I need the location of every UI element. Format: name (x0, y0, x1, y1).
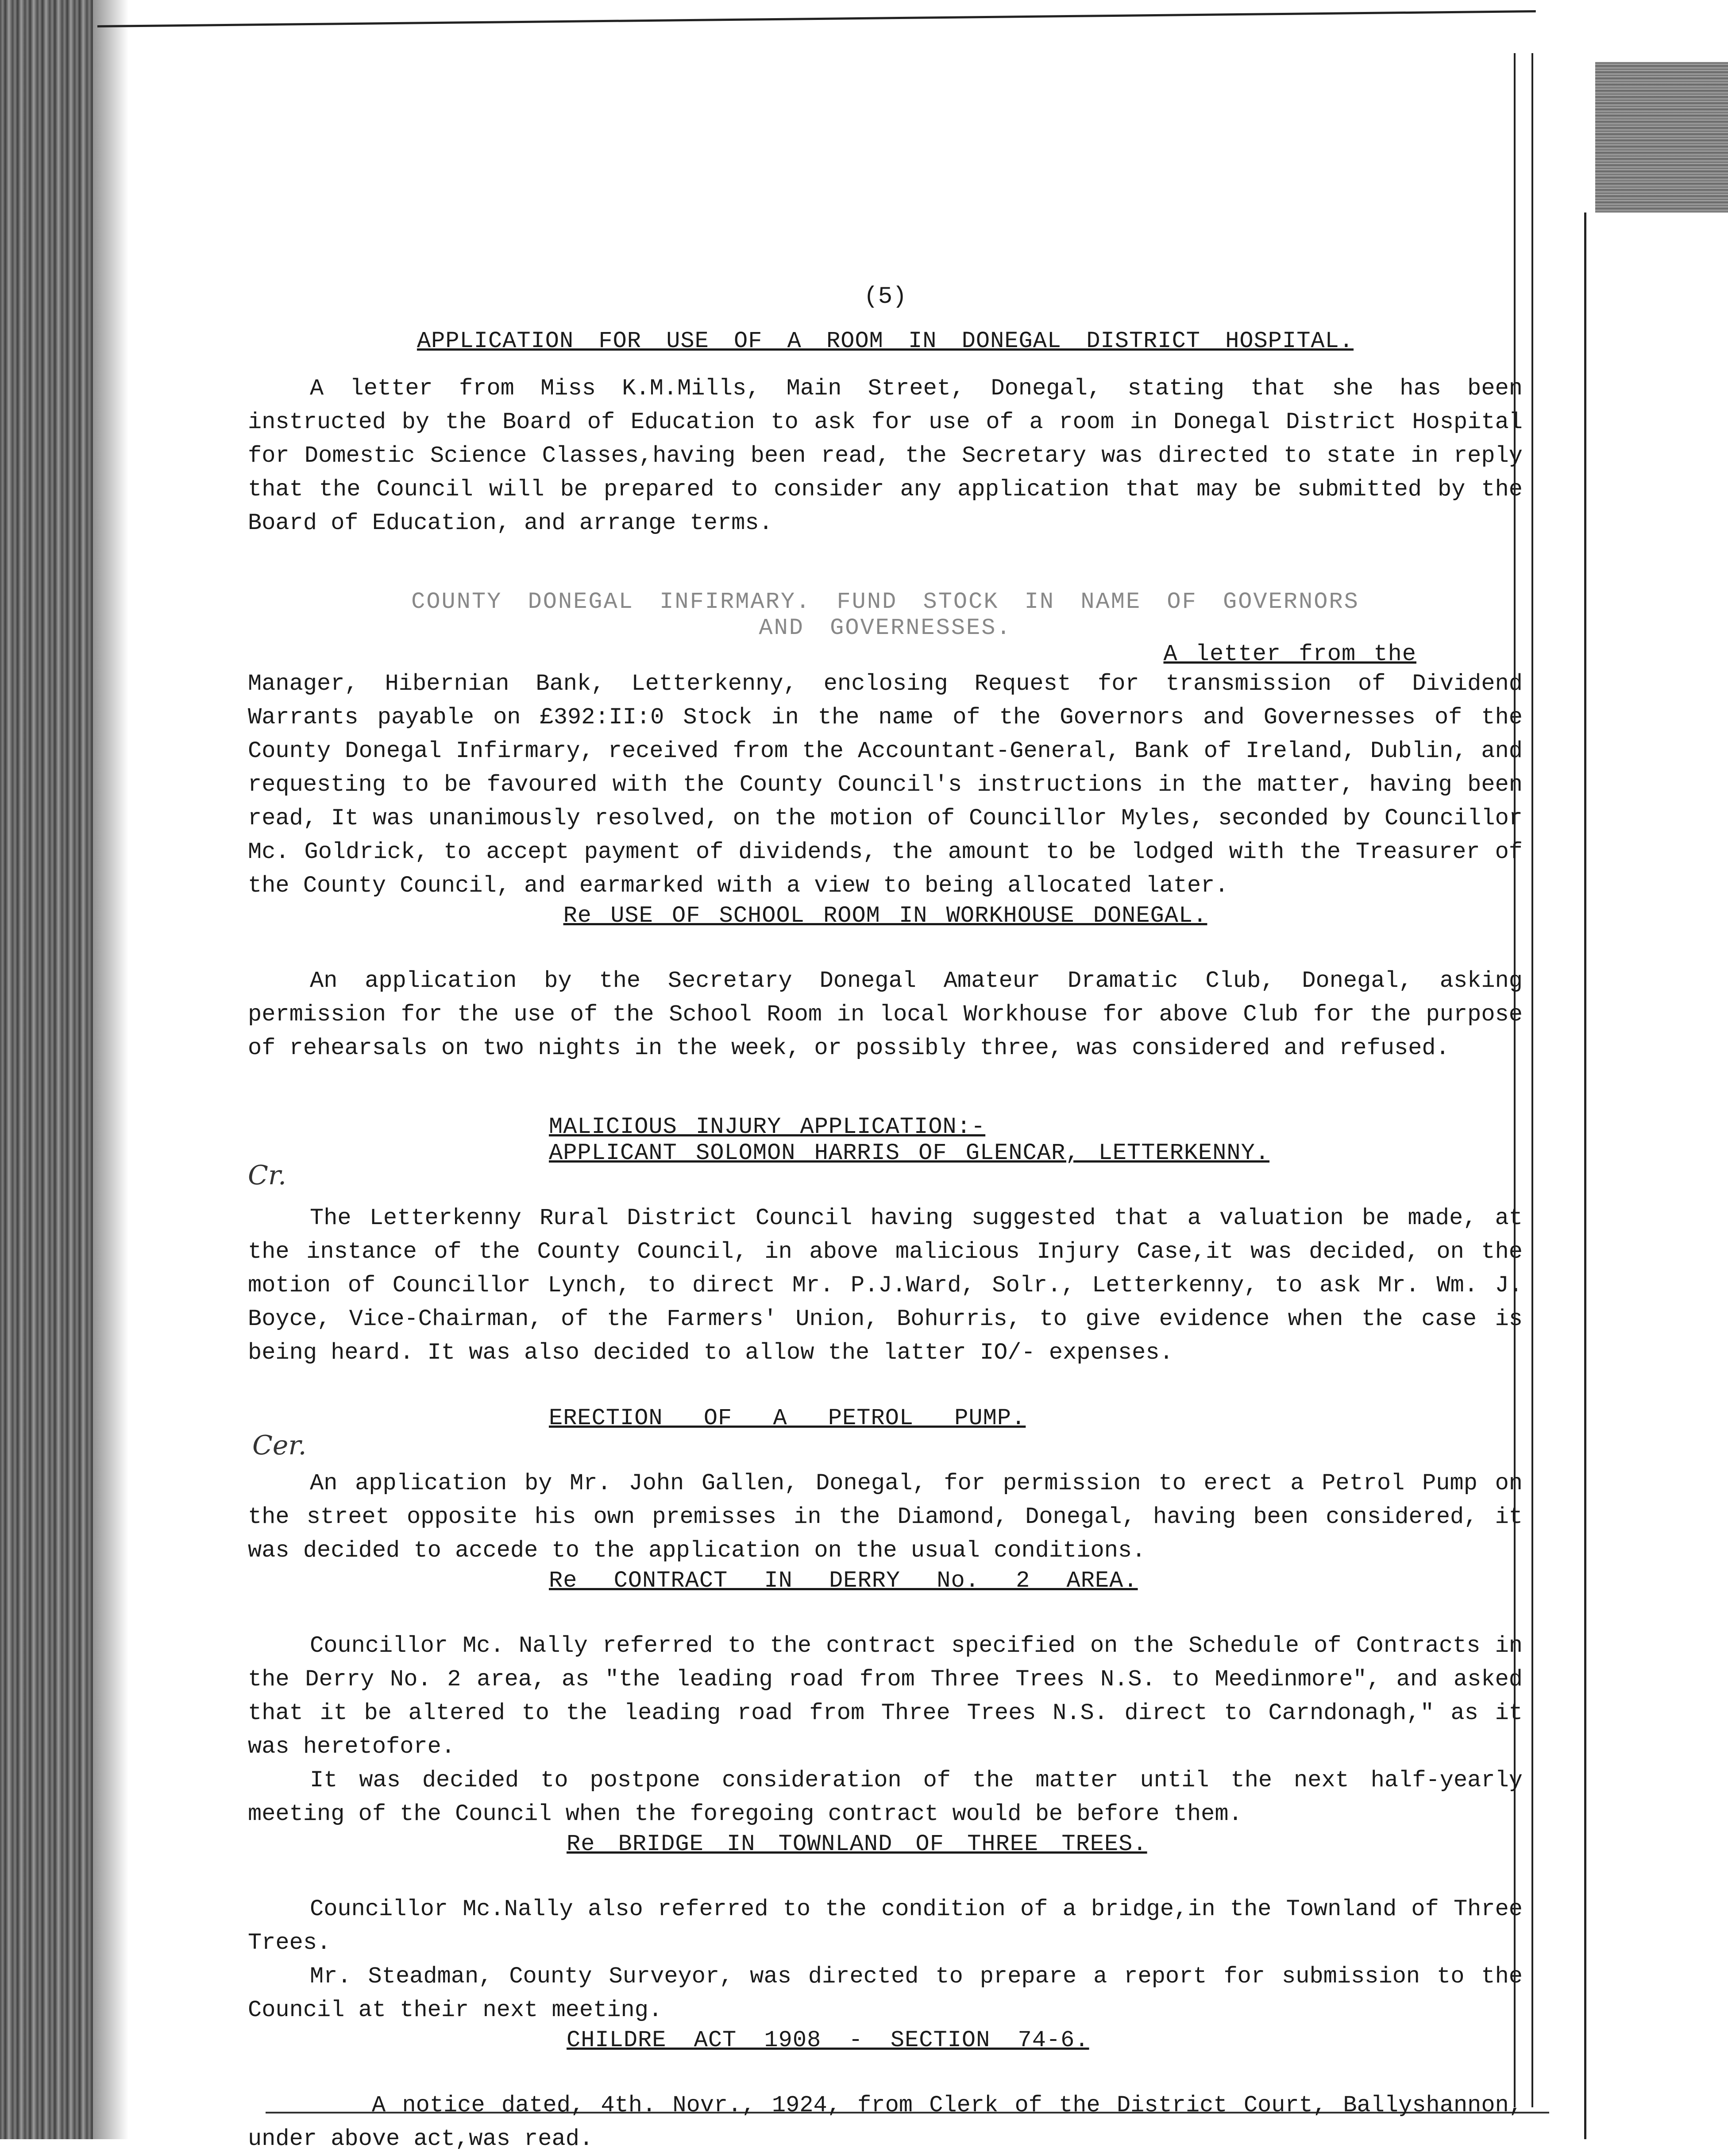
section-body-bridge-1: Councillor Mc.Nally also referred to the condition of a bridge,in the Townland of Three Trees. (248, 1896, 1523, 1956)
section-body-contract-1: Councillor Mc. Nally referred to the contract specified on the Schedule of Contracts in the Derry No. 2 area, as "the leading road from Three Trees N.S. to Meedinmore", and asked that it be altered to the leading road from Three Trees N.S. direct to Carndonagh," as it was heretofore. (248, 1633, 1523, 1760)
section-heading-petrol: ERECTION OF A PETROL PUMP. (549, 1405, 1026, 1431)
section-heading-malicious-line1: MALICIOUS INJURY APPLICATION:- (549, 1114, 986, 1140)
section-heading-room: APPLICATION FOR USE OF A ROOM IN DONEGAL DISTRICT HOSPITAL. (417, 328, 1354, 354)
section-heading-children: CHILDRE ACT 1908 - SECTION 74-6. (567, 2027, 1089, 2053)
section-body-petrol: An application by Mr. John Gallen, Donegal, for permission to erect a Petrol Pump on the street opposite his own premisses in the Diamond, Donegal, having been considered, it was decided to accede to the application on the usual conditions. (248, 1470, 1523, 1564)
page-stack-edge (1531, 53, 1538, 2107)
section-heading-school-room: Re USE OF SCHOOL ROOM IN WORKHOUSE DONEGAL. (563, 903, 1207, 929)
margin-annotation: Cer. (252, 1430, 307, 1461)
section-heading-bridge: Re BRIDGE IN TOWNLAND OF THREE TREES. (567, 1831, 1147, 1857)
document-page (248, 283, 1523, 2156)
right-margin-shadow (1595, 62, 1728, 213)
page-stack-top (97, 10, 1536, 41)
section-body-bridge-2: Mr. Steadman, County Surveyor, was directed to prepare a report for submission to the Council at their next meeting. (248, 1963, 1523, 2023)
margin-annotation: Cr. (248, 1160, 287, 1191)
section-heading-contract: Re CONTRACT IN DERRY No. 2 AREA. (549, 1568, 1138, 1594)
section-body-room: A letter from Miss K.M.Mills, Main Street, Donegal, stating that she has been instructed by the Board of Education to ask for use of a room in Donegal District Hospital for Domestic Science Classes,having been read, the Secretary was directed to state in reply that the Council will be prepared to consider any application that may be submitted by the Board of Education, and arrange terms. (248, 375, 1523, 536)
section-body-infirmary: Manager, Hibernian Bank, Letterkenny, enclosing Request for transmission of Dividend Warrants payable on £392:II:0 Stock in the name of the Governors and Governesses of the County Donegal Infirmary, received from the Accountant-General, Bank of Ireland, Dublin, and requesting to be favoured with the County Council's instructions in the matter, having been read, It was unanimously resolved, on the motion of Councillor Myles, seconded by Councillor Mc. Goldrick, to accept payment of dividends, the amount to be lodged with the Treasurer of the County Council, and earmarked with a view to being allocated later. (248, 671, 1523, 899)
page-number: (5) (864, 283, 907, 310)
binding-edge (0, 0, 93, 2139)
section-heading-malicious-line2: APPLICANT SOLOMON HARRIS OF GLENCAR, LETTERKENNY. (549, 1140, 1270, 1166)
section-body-children: A notice dated, 4th. Novr., 1924, from Clerk of the District Court, Ballyshannon, under above act,was read. (248, 2092, 1523, 2152)
section-heading-infirmary-line2: AND GOVERNESSES. (759, 615, 1012, 641)
section-body-school-room: An application by the Secretary Donegal Amateur Dramatic Club, Donegal, asking permission for the use of the School Room in local Workhouse for above Club for the purpose of rehearsals on two nights in the week, or possibly three, was considered and refused. (248, 968, 1523, 1061)
section-body-malicious: The Letterkenny Rural District Council having suggested that a valuation be made, at the instance of the County Council, in above malicious Injury Case,it was decided, on the motion of Councillor Lynch, to direct Mr. P.J.Ward, Solr., Letterkenny, to ask Mr. Wm. J. Boyce, Vice-Chairman, of the Farmers' Union, Bohurris, to give evidence when the case is being heard. It was also decided to allow the latter IO/- expenses. (248, 1205, 1523, 1366)
right-page-edge (1584, 213, 1728, 2139)
section-lead-infirmary: A letter from the (1163, 641, 1416, 667)
section-body-contract-2: It was decided to postpone consideration of the matter until the next half-yearly meeting of the Council when the foregoing contract would be before them. (248, 1767, 1523, 1827)
binding-shadow (93, 0, 128, 2139)
section-heading-infirmary-line1: COUNTY DONEGAL INFIRMARY. FUND STOCK IN NAME OF GOVERNORS (411, 589, 1359, 615)
